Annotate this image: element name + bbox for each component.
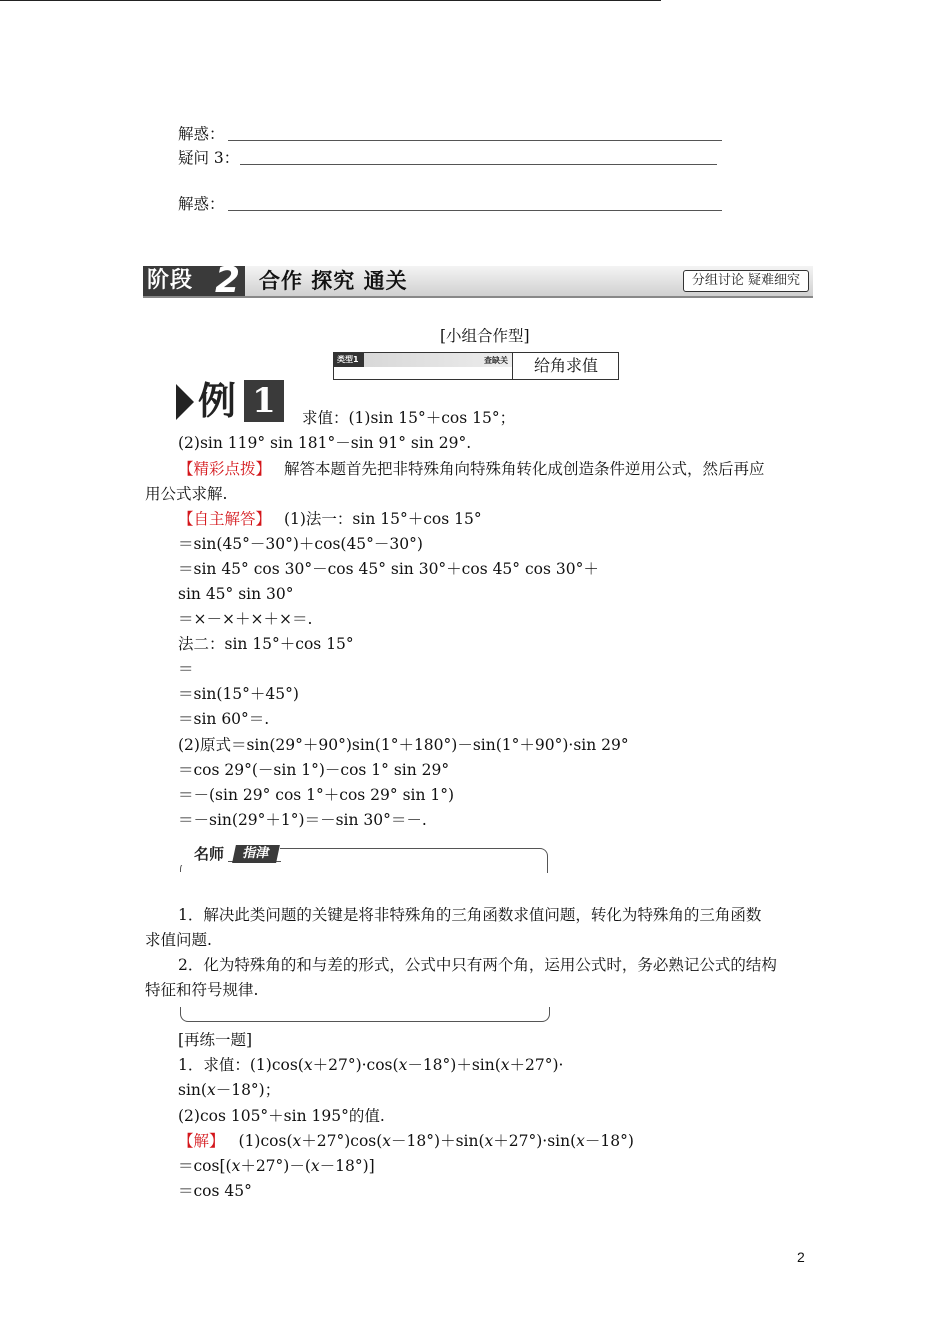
tip-text: 解答本题首先把非特殊角向特殊角转化成创造条件逆用公式，然后再应 — [283, 460, 765, 478]
solution-line-11: ＝－(sin 29° cos 1°＋cos 29° sin 1°) — [178, 786, 455, 804]
solution-line-4: ＝×－×＋×＋×＝. — [178, 610, 313, 628]
practice-solution-line3: ＝cos 45° — [178, 1182, 252, 1200]
stage-banner — [143, 260, 813, 301]
type-box — [333, 352, 619, 380]
example-badge-char: 例 — [198, 379, 237, 423]
var-x: x — [206, 1081, 216, 1099]
note-badge-a: 名师 — [180, 843, 228, 865]
var-x: x — [292, 1132, 302, 1150]
note-p2-line1: 2．化为特殊角的和与差的形式，公式中只有两个角，运用公式时，务必熟记公式的结构 — [178, 956, 777, 974]
example-arrow-icon — [176, 384, 194, 420]
banner-stage: 阶段 — [143, 266, 245, 296]
var-x: x — [576, 1132, 585, 1150]
solution-line-2: ＝sin 45° cos 30°－cos 45° sin 30°＋cos 45° cos 30°＋ — [178, 560, 599, 578]
answer-label-2: 解惑： — [178, 195, 225, 213]
example-badge — [176, 378, 286, 424]
example-badge-number: 1 — [244, 380, 284, 422]
banner-stage-number: 2 — [215, 260, 241, 301]
var-x: x — [310, 1157, 320, 1175]
var-x: x — [484, 1132, 494, 1150]
note-badge-b: 指津 — [232, 845, 280, 863]
solution-line-1: ＝sin(45°－30°)＋cos(45°－30°) — [178, 535, 423, 553]
var-x: x — [303, 1056, 313, 1074]
practice-q1-line2 — [178, 1080, 280, 1100]
s1-part-a: (1)cos( — [238, 1132, 293, 1150]
answer-fill-line-1 — [228, 140, 722, 141]
type-box-right: 查缺关 — [484, 356, 508, 365]
solution-line-7: ＝sin(15°＋45°) — [178, 685, 299, 703]
s1-part-c: －18°)＋sin( — [391, 1132, 485, 1150]
q1-part-b: ＋27°)·cos( — [312, 1056, 399, 1074]
var-x: x — [398, 1056, 408, 1074]
tip-line-2: 用公式求解. — [145, 485, 228, 503]
note-p1-line2: 求值问题. — [145, 931, 212, 949]
solution-line-3: sin 45° sin 30° — [178, 585, 294, 603]
page-number: 2 — [797, 1249, 805, 1265]
practice-q1-line — [178, 1055, 563, 1075]
type-box-divider — [512, 353, 513, 379]
example-line-2: (2)sin 119° sin 181°－sin 91° sin 29°. — [178, 434, 472, 452]
type-box-title: 给角求值 — [534, 356, 599, 375]
s2-part-c: －18°)] — [319, 1157, 375, 1175]
question3-fill-line — [240, 164, 717, 165]
solution-line-12: ＝－sin(29°＋1°)＝－sin 30°＝－. — [178, 811, 427, 829]
practice-solution-label: 【解】 — [178, 1132, 225, 1150]
solution-line-6: ＝ — [178, 660, 194, 678]
practice-solution-line2 — [178, 1156, 375, 1176]
answer-label-1: 解惑： — [178, 125, 225, 143]
type-box-left: 类型1 — [337, 355, 359, 364]
q1-part-d: ＋27°)· — [509, 1056, 564, 1074]
question3-label: 疑问 3： — [178, 149, 240, 167]
teacher-note-footer — [180, 1007, 550, 1022]
solution-first: (1)法一：sin 15°＋cos 15° — [283, 510, 482, 528]
group-type-label: [小组合作型] — [440, 327, 530, 345]
tip-label: 【精彩点拨】 — [178, 460, 272, 478]
banner-title: 合作 探究 通关 — [259, 269, 408, 293]
solution-label: 【自主解答】 — [178, 510, 272, 528]
solution-line-0 — [178, 509, 482, 529]
solution-line-5: 法二：sin 15°＋cos 15° — [178, 635, 354, 653]
s2-part-a: ＝cos[( — [178, 1157, 232, 1175]
q1-part-a: 1．求值：(1)cos( — [178, 1056, 304, 1074]
s1-part-e: －18°) — [584, 1132, 634, 1150]
s1-part-d: ＋27°)·sin( — [493, 1132, 577, 1150]
banner-tag: 分组讨论 疑难细究 — [683, 270, 809, 292]
q1-part-c: －18°)＋sin( — [407, 1056, 501, 1074]
answer-fill-line-2 — [228, 210, 722, 211]
q2-part-a: sin( — [178, 1081, 207, 1099]
example-line-1: 求值：(1)sin 15°＋cos 15°； — [302, 409, 516, 427]
note-frame-right — [280, 848, 548, 873]
solution-line-8: ＝sin 60°＝. — [178, 710, 270, 728]
s1-part-b: ＋27°)cos( — [301, 1132, 383, 1150]
teacher-note-header — [180, 843, 548, 873]
header-rule — [0, 0, 661, 1]
s2-part-b: ＋27°)－( — [240, 1157, 311, 1175]
practice-solution-line1 — [178, 1131, 634, 1151]
tip-line — [178, 459, 764, 479]
var-x: x — [500, 1056, 510, 1074]
q2-part-b: －18°)； — [215, 1081, 281, 1099]
note-p1-line1: 1．解决此类问题的关键是将非特殊角的三角函数求值问题，转化为特殊角的三角函数 — [178, 906, 762, 924]
practice-q2-line: (2)cos 105°＋sin 195°的值. — [178, 1107, 385, 1125]
var-x: x — [382, 1132, 392, 1150]
practice-label: [再练一题] — [178, 1031, 253, 1049]
solution-line-9: (2)原式＝sin(29°＋90°)sin(1°＋180°)－sin(1°＋90°)·sin 29° — [178, 736, 629, 754]
var-x: x — [231, 1157, 241, 1175]
solution-line-10: ＝cos 29°(－sin 1°)－cos 1° sin 29° — [178, 761, 450, 779]
note-p2-line2: 特征和符号规律. — [145, 981, 259, 999]
